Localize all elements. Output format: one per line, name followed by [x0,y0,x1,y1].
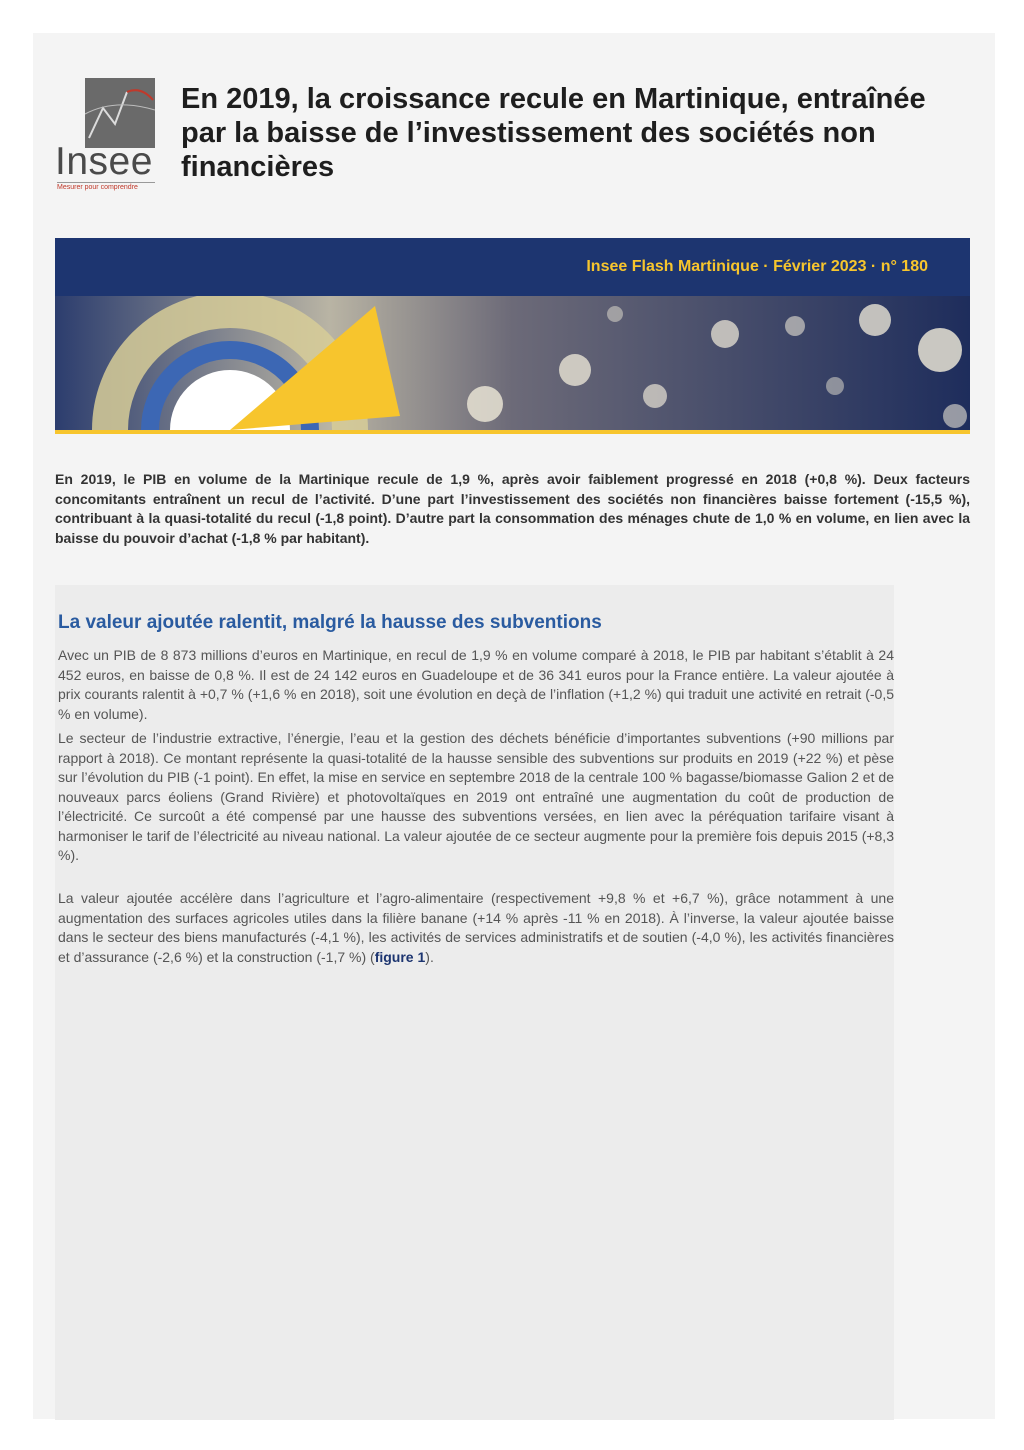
logo-tagline: Mesurer pour comprendre [57,182,155,191]
lead-paragraph: En 2019, le PIB en volume de la Martinique recule de 1,9 %, après avoir faiblement progressé en 2018 (+0,8 %). Deux facteurs concomitants entraînent un recul de l’activité. D’une part l’investissement des sociétés non financières baisse fortement (-15,5 %), contribuant à la quasi-totalité du recul (-1,8 point). D’autre part la consommation des ménages chute de 1,0 % en volume, en lien avec la baisse du pouvoir d’achat (-1,8 % par habitant). [55,471,970,546]
banner-divider [55,430,970,434]
body-paragraph [58,889,894,967]
figure-1-link[interactable]: figure 1 [374,948,426,965]
page-title: En 2019, la croissance recule en Martinique, entraînée par la baisse de l’investissement des sociétés non financières [181,83,926,183]
close-paren: ). [425,948,434,965]
open-paren: ( [370,948,375,965]
publication-label: Insee Flash Martinique · Février 2023 · n° 180 [586,258,928,275]
body-paragraph: Avec un PIB de 8 873 millions d’euros en Martinique, en recul de 1,9 % en volume comparé à 2018, le PIB par habitant s’établit à 24 452 euros, en baisse de 0,8 %. Il est de 24 142 euros en Guadeloupe et de 36 341 euros pour la France entière. La valeur ajoutée à prix courants ralentit à +0,7 % (+1,6 % en 2018), soit une évolution en deçà de l’inflation (+1,2 %) qui traduit une activité en retrait (-0,5 % en volume). [58,647,894,722]
body-paragraph: Le secteur de l’industrie extractive, l’énergie, l’eau et la gestion des déchets bénéficie d’importantes subventions (+90 millions par rapport à 2018). Ce montant représente la quasi-totalité de la hausse sensible des subventions sur produits en 2019 (+22 %) et pèse sur l’évolution du PIB (-1 point). En effet, la mise en service en septembre 2018 de la centrale 100 % bagasse/biomasse Galion 2 et de nouveaux parcs éoliens (Grand Rivière) et photovoltaïques en 2019 ont entraîné une augmentation du coût de production de l’électricité. Ce surcoût a été compensé par une hausse des subventions versées, en lien avec la péréquation tarifaire visant à harmoniser le tarif de l’électricité au niveau national. La valeur ajoutée de ce secteur augmente pour la première fois depuis 2015 (+8,3 %). [58,730,894,863]
insee-logo[interactable] [55,78,159,196]
banner-illustration [55,296,970,430]
logo-mark-icon [85,78,155,148]
logo-wordmark: Insee [55,140,153,183]
publication-banner [55,238,970,296]
body-text: La valeur ajoutée accélère dans l’agriculture et l’agro-alimentaire (respectivement +9,8 % et +6,7 %), grâce notamment à une augmentation des surfaces agricoles utiles dans la filière banane (+14 % après -11 % en 2018). À l’inverse, la valeur ajoutée baisse dans le secteur des biens manufacturés (-4,1 %), les activités de services administratifs et de soutien (-4,0 %), les activités financières et d’assurance (-2,6 %) et la construction (-1,7 %) [58,890,894,965]
section-title: La valeur ajoutée ralentit, malgré la hausse des subventions [58,612,602,633]
